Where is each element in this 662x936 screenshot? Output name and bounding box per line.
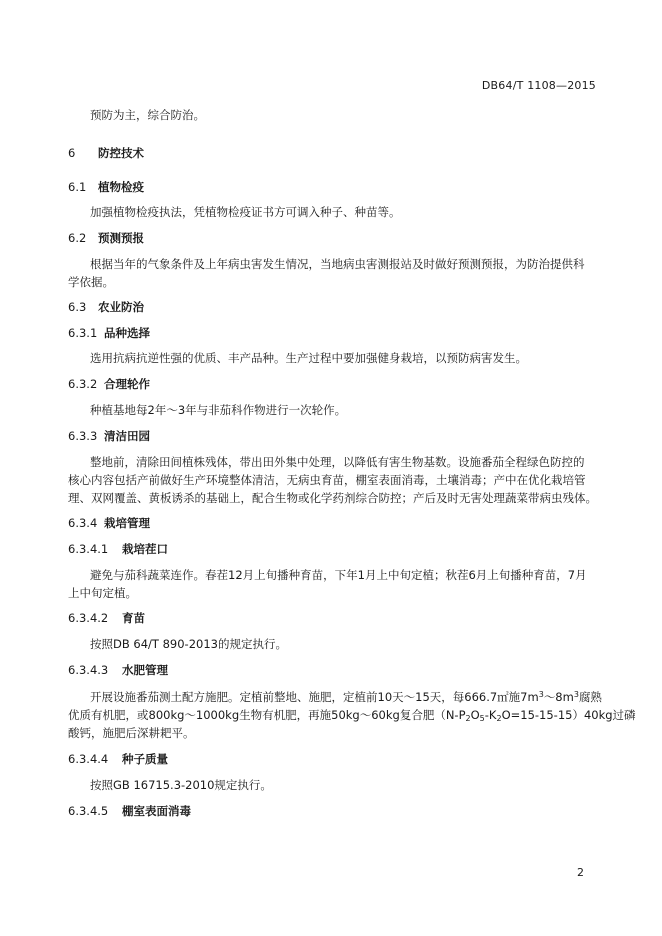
heading-6-3-1	[68, 328, 150, 340]
paragraph-6-3-4-1-line-1: 避免与茄科蔬菜连作。春茬12月上旬播种育苗，下年1月上中旬定植；秋茬6月上旬播种育苗，7月	[90, 568, 587, 582]
subscript: 2	[496, 714, 502, 723]
heading-title: 植物检疫	[98, 180, 144, 194]
paragraph-6-3-2: 种植基地每2年～3年与非茄科作物进行一次轮作。	[90, 403, 347, 417]
heading-title: 清洁田园	[104, 429, 150, 443]
page-number: 2	[577, 866, 584, 879]
heading-number: 6.1	[68, 180, 87, 194]
heading-number: 6.3.4.5	[68, 804, 109, 818]
heading-number: 6.2	[68, 231, 87, 245]
paragraph-6-1: 加强植物检疫执法，凭植物检疫证书方可调入种子、种苗等。	[90, 205, 401, 219]
heading-number: 6.3	[68, 300, 87, 314]
paragraph-6-3-4-1-line-2: 上中旬定植。	[68, 586, 137, 600]
text-run: ～8m	[543, 690, 574, 704]
paragraph-6-2-line-1: 根据当年的气象条件及上年病虫害发生情况，当地病虫害测报站及时做好预测预报，为防治提供科	[90, 257, 585, 271]
paragraph-6-3-3-line-3: 理、双网覆盖、黄板诱杀的基础上，配合生物或化学药剂综合防控；产后及时无害处理蔬菜带病虫残体。	[68, 491, 597, 505]
paragraph-6-3-4-3-line-1	[90, 691, 602, 704]
heading-number: 6	[68, 146, 76, 160]
text-run: O=15-15-15）40kg过磷	[501, 708, 636, 722]
text-run: 开展设施番茄测土配方施肥。定植前整地、施肥，定植前10天～15天，每666.7㎡施7m	[90, 690, 539, 704]
heading-6-3-4-4	[68, 754, 168, 766]
heading-title: 棚室表面消毒	[122, 804, 191, 818]
paragraph-6-3-4-2: 按照DB 64/T 890-2013的规定执行。	[90, 637, 287, 651]
heading-number: 6.3.2	[68, 377, 98, 391]
heading-title: 合理轮作	[104, 377, 150, 391]
subscript: 2	[465, 714, 471, 723]
text-run: 优质有机肥，或800kg～1000kg生物有机肥，再施50kg～60kg复合肥（N-P	[68, 708, 466, 722]
heading-number: 6.3.4	[68, 516, 98, 530]
heading-title: 种子质量	[122, 752, 168, 766]
paragraph-6-3-4-3-line-2	[68, 710, 636, 723]
paragraph-6-3-1: 选用抗病抗逆性强的优质、丰产品种。生产过程中要加强健身栽培，以预防病害发生。	[90, 351, 527, 365]
superscript: 3	[538, 690, 544, 699]
heading-6-3-4-2	[68, 613, 145, 625]
heading-6-3	[68, 302, 144, 314]
heading-number: 6.3.1	[68, 326, 98, 340]
heading-title: 育苗	[122, 611, 145, 625]
heading-6-3-4-1	[68, 544, 168, 556]
heading-title: 农业防治	[98, 300, 144, 314]
heading-title: 防控技术	[98, 146, 144, 160]
text-run: -K	[484, 708, 497, 722]
heading-title: 栽培茬口	[122, 542, 168, 556]
heading-6-3-4	[68, 518, 150, 530]
heading-title: 预测预报	[98, 231, 144, 245]
document-code: DB64/T 1108—2015	[481, 79, 596, 92]
heading-6-3-4-5	[68, 806, 191, 818]
heading-6-1	[68, 182, 144, 194]
heading-number: 6.3.4.1	[68, 542, 109, 556]
heading-title: 水肥管理	[122, 663, 168, 677]
paragraph-6-3-4-3-line-3: 酸钙，施肥后深耕耙平。	[68, 726, 195, 740]
paragraph-6-3-3-line-2: 核心内容包括产前做好生产环境整体清洁，无病虫育苗，棚室表面消毒，土壤消毒；产中在优化栽培管	[68, 473, 586, 487]
heading-6-3-4-3	[68, 665, 168, 677]
heading-6-3-2	[68, 379, 150, 391]
paragraph-6-3-4-4: 按照GB 16715.3-2010规定执行。	[90, 778, 272, 792]
text-run: 腐熟	[578, 690, 602, 704]
heading-6-2	[68, 233, 144, 245]
paragraph-6-2-line-2: 学依据。	[68, 275, 114, 289]
subscript: 5	[479, 714, 485, 723]
text-run: O	[470, 708, 480, 722]
heading-number: 6.3.4.2	[68, 611, 109, 625]
heading-number: 6.3.4.4	[68, 752, 109, 766]
heading-title: 栽培管理	[104, 516, 150, 530]
paragraph-6-3-3-line-1: 整地前，清除田间植株残体，带出田外集中处理，以降低有害生物基数。设施番茄全程绿色防控的	[90, 455, 585, 469]
heading-6-3-3	[68, 431, 150, 443]
heading-number: 6.3.4.3	[68, 663, 109, 677]
heading-title: 品种选择	[104, 326, 150, 340]
heading-6	[68, 148, 144, 160]
paragraph-intro: 预防为主，综合防治。	[90, 108, 205, 122]
heading-number: 6.3.3	[68, 429, 98, 443]
superscript: 3	[573, 690, 579, 699]
